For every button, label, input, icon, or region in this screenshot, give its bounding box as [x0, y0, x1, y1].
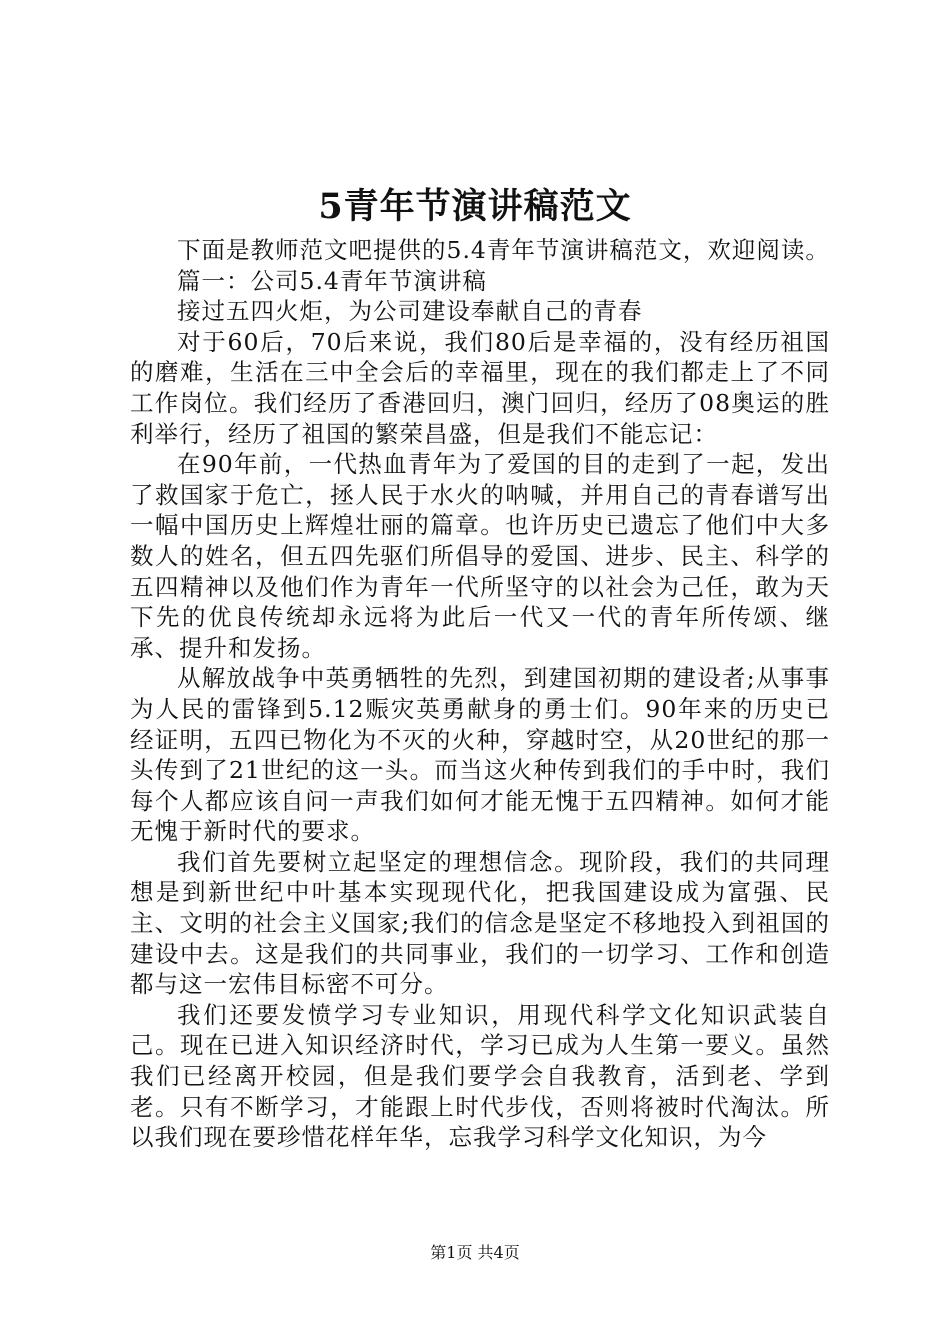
paragraph-section-heading: 篇一：公司5.4青年节演讲稿: [177, 266, 487, 295]
paragraph-body: 我们还要发愤学习专业知识，用现代科学文化知识武装自己。现在已进入知识经济时代，学习已成为人生第一要义。虽然我们已经离开校园，但是我们要学会自我教育，活到老、学到老。只有不断学习，才能跟上时代步伐，否则将被时代淘汰。所以我们现在要珍惜花样年华，忘我学习科学文化知识，为今: [130, 1000, 830, 1152]
paragraph-body: 在90年前，一代热血青年为了爱国的目的走到了一起，发出了救国家于危亡，拯人民于水火的呐喊，并用自己的青春谱写出一幅中国历史上辉煌壮丽的篇章。也许历史已遗忘了他们中大多数人的姓名，但五四先驱们所倡导的爱国、进步、民主、科学的五四精神以及他们作为青年一代所坚守的以社会为己任，敢为天下先的优良传统却永远将为此后一代又一代的青年所传颂、继承、提升和发扬。: [130, 450, 830, 662]
paragraph-body: 从解放战争中英勇牺牲的先烈，到建国初期的建设者;从事事为人民的雷锋到5.12赈灾英勇献身的勇士们。90年来的历史已经证明，五四已物化为不灭的火种，穿越时空，从20世纪的那一头传到了21世纪的这一头。而当这火种传到我们的手中时，我们每个人都应该自问一声我们如何才能无愧于五四精神。如何才能无愧于新时代的要求。: [130, 664, 830, 846]
page-footer: 第1页 共4页: [430, 1243, 520, 1262]
paragraph-subtitle: 接过五四火炬，为公司建设奉献自己的青春: [177, 297, 643, 326]
paragraph-intro: 下面是教师范文吧提供的5.4青年节演讲稿范文，欢迎阅读。: [177, 236, 830, 264]
paragraph-body: 我们首先要树立起坚定的理想信念。现阶段，我们的共同理想是到新世纪中叶基本实现现代化，把我国建设成为富强、民主、文明的社会主义国家;我们的信念是坚定不移地投入到祖国的建设中去。这是我们的共同事业，我们的一切学习、工作和创造都与这一宏伟目标密不可分。: [130, 847, 830, 999]
document-body: [130, 235, 830, 1153]
document-title: 5青年节演讲稿范文: [318, 186, 632, 227]
paragraph-body: 对于60后，70后来说，我们80后是幸福的，没有经历祖国的磨难，生活在三中全会后的幸福里，现在的我们都走上了不同工作岗位。我们经历了香港回归，澳门回归，经历了08奥运的胜利举行，经历了祖国的繁荣昌盛，但是我们不能忘记：: [130, 327, 830, 448]
